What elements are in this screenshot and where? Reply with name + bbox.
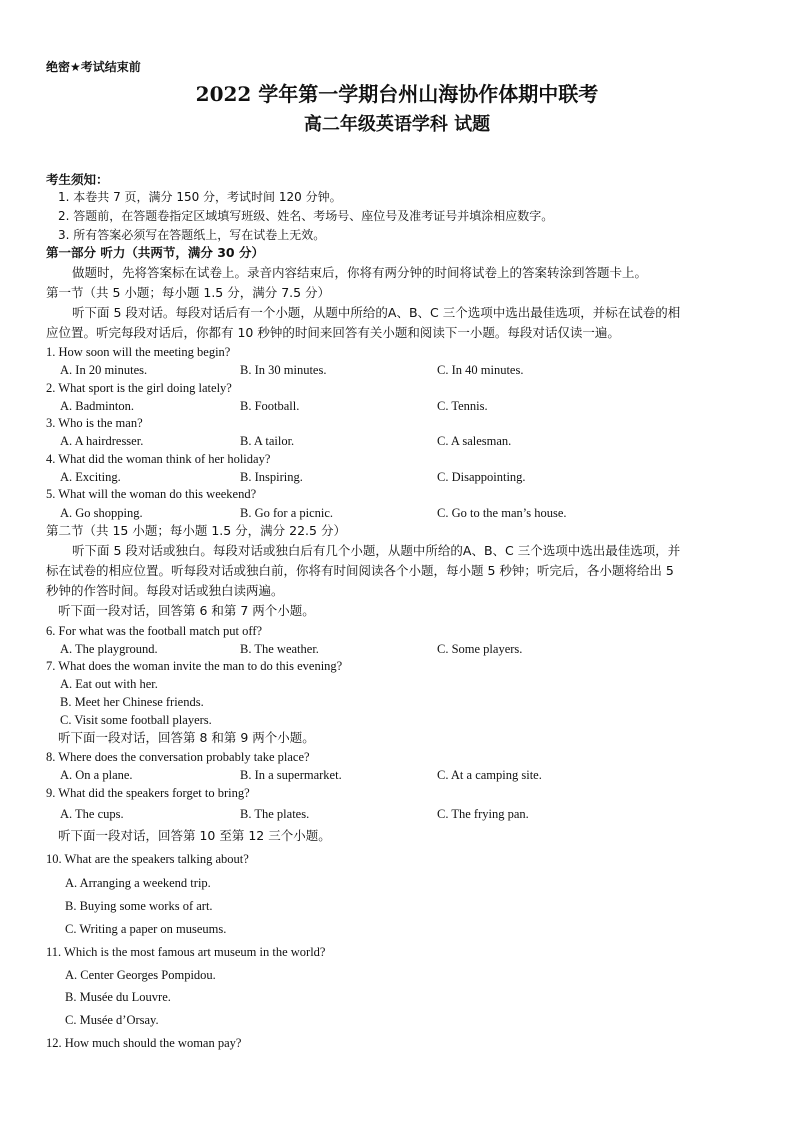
- section1-heading: 第一节（共 5 小题；每小题 1.5 分，满分 7.5 分）: [46, 285, 331, 300]
- question-12: 12. How much should the woman pay?: [46, 1036, 242, 1050]
- q9-option-c: C. The frying pan.: [437, 807, 529, 821]
- section2-instructions-line3: 秒钟的作答时间。每段对话或独白读两遍。: [46, 583, 284, 598]
- question-10: 10. What are the speakers talking about?: [46, 852, 249, 866]
- q11-option-c: C. Musée d’Orsay.: [65, 1013, 159, 1027]
- question-4: 4. What did the woman think of her holiday?: [46, 452, 271, 466]
- q8-option-b: B. In a supermarket.: [240, 768, 342, 782]
- q5-option-a: A. Go shopping.: [60, 506, 143, 520]
- notice-item-3: 3. 所有答案必须写在答题纸上，写在试卷上无效。: [58, 228, 326, 242]
- q5-option-b: B. Go for a picnic.: [240, 506, 334, 520]
- q3-option-c: C. A salesman.: [437, 434, 512, 448]
- question-6: 6. For what was the football match put off?: [46, 624, 263, 638]
- question-8: 8. Where does the conversation probably take place?: [46, 750, 310, 764]
- q6-option-b: B. The weather.: [240, 642, 319, 656]
- section2-instructions-line2: 标在试卷的相应位置。听每段对话或独白前，你将有时间阅读各个小题，每小题 5 秒钟；听完后，各小题将给出 5: [46, 563, 674, 578]
- q9-option-b: B. The plates.: [240, 807, 310, 821]
- q3-option-a: A. A hairdresser.: [60, 434, 144, 448]
- q11-option-b: B. Musée du Louvre.: [65, 990, 171, 1004]
- part1-heading: 第一部分 听力（共两节，满分 30 分）: [46, 245, 264, 260]
- section1-instructions-line1: 听下面 5 段对话。每段对话后有一个小题，从题中所给的A、B、C 三个选项中选出最佳选项，并标在试卷的相: [72, 305, 681, 320]
- q2-option-c: C. Tennis.: [437, 399, 488, 413]
- q9-option-a: A. The cups.: [60, 807, 124, 821]
- q10-option-b: B. Buying some works of art.: [65, 899, 213, 913]
- q7-option-b: B. Meet her Chinese friends.: [60, 695, 204, 709]
- q6-option-c: C. Some players.: [437, 642, 523, 656]
- question-1: 1. How soon will the meeting begin?: [46, 345, 231, 359]
- question-5: 5. What will the woman do this weekend?: [46, 487, 257, 501]
- section2-heading: 第二节（共 15 小题；每小题 1.5 分，满分 22.5 分）: [46, 523, 346, 538]
- q8-option-c: C. At a camping site.: [437, 768, 542, 782]
- notice-heading: 考生须知：: [46, 172, 109, 187]
- group-instruction-6-7: 听下面一段对话，回答第 6 和第 7 两个小题。: [58, 603, 315, 618]
- q4-option-b: B. Inspiring.: [240, 470, 303, 484]
- question-3: 3. Who is the man?: [46, 416, 143, 430]
- q5-option-c: C. Go to the man’s house.: [437, 506, 567, 520]
- q4-option-a: A. Exciting.: [60, 470, 121, 484]
- q7-option-a: A. Eat out with her.: [60, 677, 158, 691]
- group-instruction-8-9: 听下面一段对话，回答第 8 和第 9 两个小题。: [58, 730, 315, 745]
- question-11: 11. Which is the most famous art museum in the world?: [46, 945, 326, 959]
- q10-option-a: A. Arranging a weekend trip.: [65, 876, 211, 890]
- q10-option-c: C. Writing a paper on museums.: [65, 922, 227, 936]
- exam-title: 2022 学年第一学期台州山海协作体期中联考: [195, 82, 599, 106]
- q2-option-b: B. Football.: [240, 399, 300, 413]
- q6-option-a: A. The playground.: [60, 642, 158, 656]
- q11-option-a: A. Center Georges Pompidou.: [65, 968, 216, 982]
- q8-option-a: A. On a plane.: [60, 768, 133, 782]
- q7-option-c: C. Visit some football players.: [60, 713, 212, 727]
- question-7: 7. What does the woman invite the man to do this evening?: [46, 659, 343, 673]
- q1-option-c: C. In 40 minutes.: [437, 363, 524, 377]
- question-2: 2. What sport is the girl doing lately?: [46, 381, 232, 395]
- q1-option-b: B. In 30 minutes.: [240, 363, 327, 377]
- q1-option-a: A. In 20 minutes.: [60, 363, 148, 377]
- q3-option-b: B. A tailor.: [240, 434, 295, 448]
- part1-intro: 做题时，先将答案标在试卷上。录音内容结束后，你将有两分钟的时间将试卷上的答案转涂到答题卡上。: [72, 265, 648, 280]
- secret-mark: 绝密★考试结束前: [46, 60, 141, 74]
- notice-item-2: 2. 答题前，在答题卷指定区域填写班级、姓名、考场号、座位号及准考证号并填涂相应数字。: [58, 209, 554, 223]
- exam-subtitle: 高二年级英语学科 试题: [303, 114, 491, 135]
- q4-option-c: C. Disappointing.: [437, 470, 526, 484]
- section2-instructions-line1: 听下面 5 段对话或独白。每段对话或独白后有几个小题，从题中所给的A、B、C 三个选项中选出最佳选项，并: [72, 543, 681, 558]
- section1-instructions-line2: 应位置。听完每段对话后，你都有 10 秒钟的时间来回答有关小题和阅读下一小题。每段对话仅读一遍。: [46, 325, 620, 340]
- q2-option-a: A. Badminton.: [60, 399, 134, 413]
- question-9: 9. What did the speakers forget to bring?: [46, 786, 250, 800]
- notice-item-1: 1. 本卷共 7 页，满分 150 分，考试时间 120 分钟。: [58, 190, 342, 204]
- group-instruction-10-12: 听下面一段对话，回答第 10 至第 12 三个小题。: [58, 828, 331, 843]
